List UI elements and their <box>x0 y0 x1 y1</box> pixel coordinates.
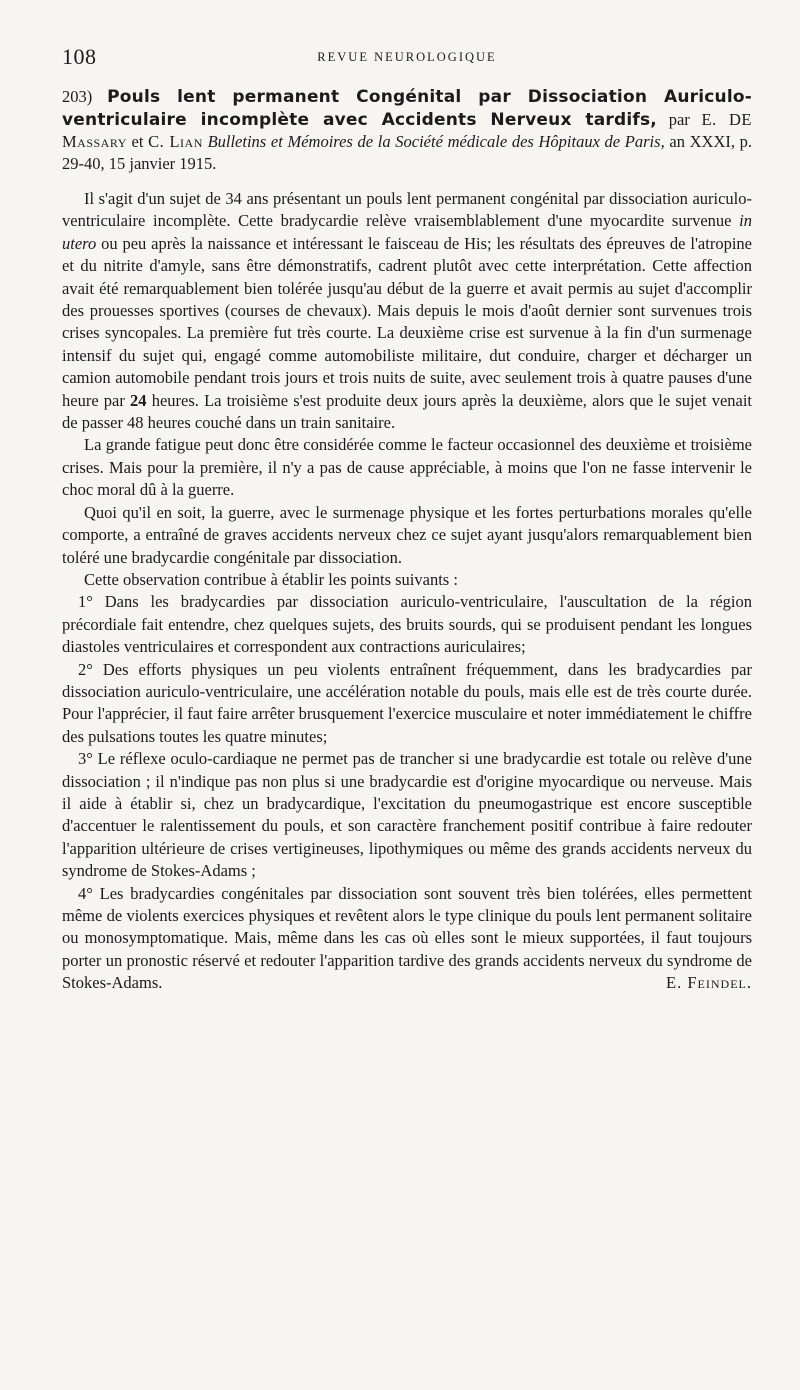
paragraph-fatigue: La grande fatigue peut donc être considérée comme le facteur occasionnel des deuxième et troisième crises. Mais pour la première, il n'y a pas de cause appréciable, à moins que l'on ne fasse intervenir le choc moral dû à la guerre. <box>62 435 752 500</box>
citation-details: an XXXI, p. 29-40, 15 janvier 1915. <box>62 132 753 173</box>
entry-title: Pouls lent permanent Congénital par Dissociation Auriculo-ventriculaire incomplète avec Accidents Nerveux tardifs, <box>62 87 753 130</box>
page-number: 108 <box>62 44 97 69</box>
paragraph-points-intro: Cette observation contribue à établir les points suivants : <box>84 569 458 589</box>
point-4 <box>62 883 752 995</box>
in-utero-term: in utero <box>62 211 753 253</box>
point-2: 2° Des efforts physiques un peu violents entraînent fréquemment, dans les bradycardies par dissociation auriculo-ventriculaire, une accélération notable du pouls, mais elle est de très courte durée. Pour l'apprécier, il faut faire arrêter brusquement l'exercice musculaire et noter immédiatement le chiffre des pulsations toutes les quatre minutes; <box>62 659 752 746</box>
author1-name: Massary <box>62 132 127 151</box>
journal-title: REVUE NEUROLOGIQUE <box>317 50 497 64</box>
entry-number: 203) <box>62 87 93 106</box>
article <box>62 86 752 995</box>
point-1: 1° Dans les bradycardies par dissociation auriculo-ventriculaire, l'auscultation de la région précordiale fait entendre, chez quelques sujets, des bruits sourds, qui se produisent pendant les longues diastoles ventriculaires et correspondent aux contractions auriculaires; <box>62 592 752 657</box>
paragraph-case <box>62 188 752 434</box>
entry-heading <box>62 86 752 174</box>
entry-by: par <box>668 109 690 129</box>
author2-name: C. Lian <box>148 132 203 151</box>
hours-number: 24 <box>130 390 147 410</box>
author-conjunction: et <box>131 132 144 151</box>
paragraph-case-part-a: Il s'agit d'un sujet de 34 ans présentant un pouls lent permanent congénital par dissociation auriculo-ventriculaire incomplète. Cette bradycardie relève vraisemblablement d'une myocardite survenue <box>62 189 752 231</box>
author1-initial: E. DE <box>701 109 753 129</box>
point-3: 3° Le réflexe oculo-cardiaque ne permet pas de trancher si une bradycardie est totale ou relève d'une dissociation ; il n'indique pas non plus si une bradycardie est d'origine myocardique ou nerveuse. Mais il aide à établir si, chez un bradycardique, l'excitation du pneumogastrique est encore susceptible d'accentuer le ralentissement du pouls, et son caractère franchement positif contribue à faire redouter l'apparition ultérieure de crises vertigineuses, lipothymiques ou même des grands accidents nerveux du syndrome de Stokes-Adams ; <box>62 749 752 881</box>
paragraph-case-part-c: heures. La troisième s'est produite deux jours après la deuxième, alors que le sujet venait de passer 48 heures couché dans un train sanitaire. <box>62 390 753 433</box>
journal-reference: Bulletins et Mémoires de la Société médicale des Hôpitaux de Paris, <box>207 132 665 151</box>
running-head <box>62 38 752 78</box>
paragraph-war: Quoi qu'il en soit, la guerre, avec le surmenage physique et les fortes perturbations morales qu'elle comporte, a entraîné de graves accidents nerveux chez ce sujet ayant jusqu'alors remarquablement bien toléré une bradycardie congénitale par dissociation. <box>62 502 752 567</box>
signature: E. Feindel. <box>666 973 752 993</box>
point-4-text: 4° Les bradycardies congénitales par dissociation sont souvent très bien tolérées, elles permettent même de violents exercices physiques et revêtent alors le type clinique du pouls lent permanent solitaire ou monosymptomatique. Mais, même dans les cas où elles sont le mieux supportées, il faut toujours porter un pronostic réservé et redouter l'apparition tardive des grands accidents nerveux du syndrome de Stokes-Adams. <box>62 883 752 993</box>
paragraph-case-part-b: ou peu après la naissance et intéressant le faisceau de His; les résultats des épreuves de l'atropine et du nitrite d'amyle, sans être démonstratifs, cadrent plutôt avec cette interprétation. Cette affection avait été remarquablement bien tolérée jusqu'au début de la guerre et avait permis au sujet d'accomplir des prouesses sportives (courses de chevaux). Mais depuis le mois d'août dernier sont survenues trois crises syncopales. La première fut très courte. La deuxième crise est survenue à la fin d'un surmenage intensif du sujet qui, engagé comme automobiliste militaire, dut conduire, charger et décharger un camion automobile pendant trois jours et trois nuits de suite, avec seulement trois à quatre pauses d'une heure par <box>62 233 752 410</box>
